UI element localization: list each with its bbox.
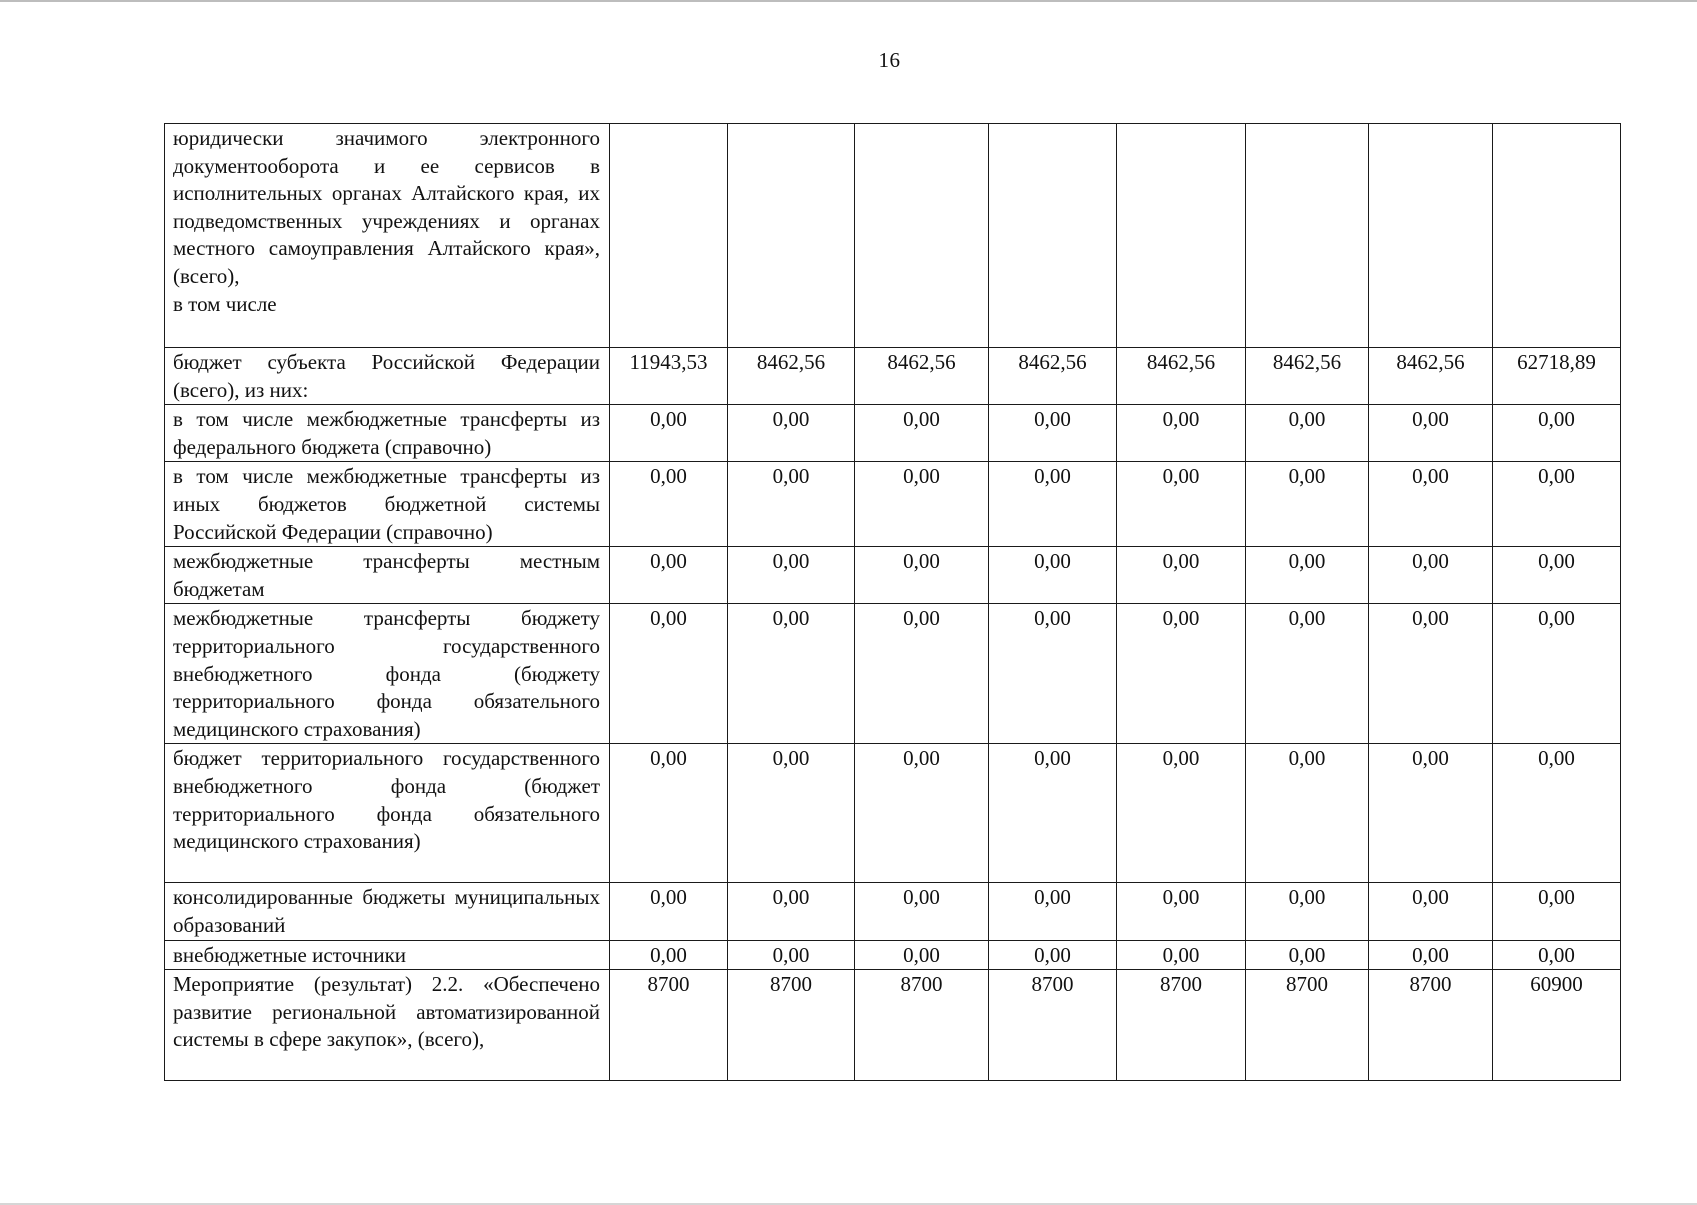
value-cell: 11943,53: [610, 348, 728, 405]
value-cell: 8700: [1369, 970, 1493, 1081]
value-cell: 8462,56: [855, 348, 989, 405]
value-cell: 0,00: [1493, 462, 1621, 547]
value-cell: 0,00: [1493, 744, 1621, 883]
value-cell: 0,00: [855, 940, 989, 970]
value-cell: 0,00: [610, 547, 728, 604]
table-row: [165, 462, 1621, 547]
table-row: [165, 547, 1621, 604]
value-cell: 0,00: [610, 744, 728, 883]
value-cell: 0,00: [989, 883, 1117, 940]
row-label: в том числе межбюджетные трансферты из иных бюджетов бюджетной системы Российской Федерации (справочно): [165, 462, 610, 547]
value-cell: 0,00: [855, 604, 989, 744]
value-cell: 0,00: [989, 462, 1117, 547]
value-cell: [1369, 124, 1493, 348]
value-cell: 8462,56: [1117, 348, 1246, 405]
value-cell: 0,00: [1369, 462, 1493, 547]
value-cell: 8462,56: [728, 348, 855, 405]
row-label: [165, 124, 610, 348]
row-label: межбюджетные трансферты бюджету территориального государственного внебюджетного фонда (бюджету территориального фонда обязательного медицинского страхования): [165, 604, 610, 744]
value-cell: 8700: [1246, 970, 1369, 1081]
value-cell: 0,00: [989, 405, 1117, 462]
value-cell: 0,00: [1246, 462, 1369, 547]
value-cell: 0,00: [610, 883, 728, 940]
value-cell: 0,00: [1369, 547, 1493, 604]
value-cell: 0,00: [1246, 883, 1369, 940]
value-cell: 0,00: [1117, 940, 1246, 970]
table-row: [165, 124, 1621, 348]
value-cell: 0,00: [610, 462, 728, 547]
value-cell: 0,00: [1369, 883, 1493, 940]
row-label: внебюджетные источники: [165, 940, 610, 970]
value-cell: 0,00: [855, 462, 989, 547]
value-cell: [1117, 124, 1246, 348]
value-cell: 0,00: [1493, 883, 1621, 940]
value-cell: 0,00: [855, 547, 989, 604]
budget-table: [164, 123, 1621, 1081]
value-cell: 0,00: [610, 604, 728, 744]
row-label: бюджет субъекта Российской Федерации (всего), из них:: [165, 348, 610, 405]
value-cell: 8700: [610, 970, 728, 1081]
value-cell: 0,00: [1117, 604, 1246, 744]
value-cell: [1493, 124, 1621, 348]
value-cell: 0,00: [989, 744, 1117, 883]
value-cell: 8462,56: [1369, 348, 1493, 405]
value-cell: [728, 124, 855, 348]
value-cell: 0,00: [989, 940, 1117, 970]
value-cell: 0,00: [1246, 940, 1369, 970]
value-cell: [855, 124, 989, 348]
value-cell: 0,00: [1117, 547, 1246, 604]
value-cell: 8700: [855, 970, 989, 1081]
value-cell: 0,00: [1493, 547, 1621, 604]
value-cell: 0,00: [728, 604, 855, 744]
value-cell: 0,00: [728, 462, 855, 547]
table-row: [165, 348, 1621, 405]
scan-top-edge: [0, 0, 1697, 2]
value-cell: 0,00: [1493, 604, 1621, 744]
row-label-text: юридически значимого электронного документооборота и ее сервисов в исполнительных органах Алтайского края, их подведомственных учреждениях и органах местного самоуправления Алтайского края», (всего),: [173, 126, 600, 288]
value-cell: 0,00: [1117, 883, 1246, 940]
row-label: консолидированные бюджеты муниципальных образований: [165, 883, 610, 940]
table-row: [165, 883, 1621, 940]
page-number: 16: [878, 48, 901, 72]
value-cell: [1246, 124, 1369, 348]
value-cell: 0,00: [728, 940, 855, 970]
row-label: в том числе межбюджетные трансферты из федерального бюджета (справочно): [165, 405, 610, 462]
value-cell: 8462,56: [989, 348, 1117, 405]
value-cell: 62718,89: [1493, 348, 1621, 405]
value-cell: 0,00: [1117, 744, 1246, 883]
value-cell: 0,00: [1246, 744, 1369, 883]
value-cell: 0,00: [728, 405, 855, 462]
value-cell: 8700: [989, 970, 1117, 1081]
row-label: Мероприятие (результат) 2.2. «Обеспечено развитие региональной автоматизированной системы в сфере закупок», (всего),: [165, 970, 610, 1081]
value-cell: 0,00: [855, 883, 989, 940]
value-cell: 0,00: [989, 547, 1117, 604]
table-row: [165, 744, 1621, 883]
value-cell: 0,00: [1117, 405, 1246, 462]
value-cell: [610, 124, 728, 348]
value-cell: 0,00: [728, 744, 855, 883]
value-cell: 0,00: [1369, 604, 1493, 744]
value-cell: 0,00: [728, 883, 855, 940]
value-cell: 8700: [728, 970, 855, 1081]
value-cell: 0,00: [610, 405, 728, 462]
value-cell: [989, 124, 1117, 348]
value-cell: 0,00: [1369, 405, 1493, 462]
value-cell: 60900: [1493, 970, 1621, 1081]
value-cell: 8462,56: [1246, 348, 1369, 405]
value-cell: 0,00: [855, 405, 989, 462]
value-cell: 0,00: [1246, 547, 1369, 604]
table-row: [165, 940, 1621, 970]
value-cell: 0,00: [1369, 940, 1493, 970]
value-cell: 0,00: [989, 604, 1117, 744]
table-row: [165, 604, 1621, 744]
value-cell: 0,00: [1246, 405, 1369, 462]
value-cell: 0,00: [1246, 604, 1369, 744]
row-label: межбюджетные трансферты местным бюджетам: [165, 547, 610, 604]
value-cell: 0,00: [1369, 744, 1493, 883]
value-cell: 0,00: [1493, 405, 1621, 462]
value-cell: 0,00: [1117, 462, 1246, 547]
table-row: [165, 970, 1621, 1081]
row-label-tail: в том числе: [173, 291, 277, 316]
value-cell: 0,00: [728, 547, 855, 604]
value-cell: 8700: [1117, 970, 1246, 1081]
value-cell: 0,00: [1493, 940, 1621, 970]
value-cell: 0,00: [855, 744, 989, 883]
table-row: [165, 405, 1621, 462]
row-label: бюджет территориального государственного внебюджетного фонда (бюджет территориального фонда обязательного медицинского страхования): [165, 744, 610, 883]
value-cell: 0,00: [610, 940, 728, 970]
